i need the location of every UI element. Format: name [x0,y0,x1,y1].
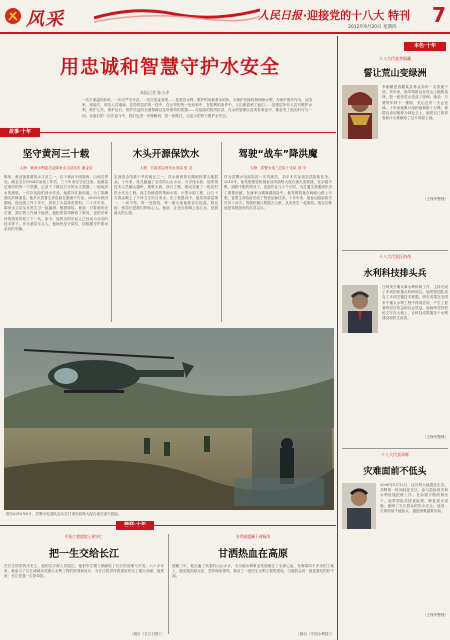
ribbon [94,4,260,26]
page-number: 7 [432,3,446,27]
profile-title: 灾难面前不低头 [363,467,427,477]
bottom-story-2 [172,532,334,638]
party-emblem-icon [4,6,22,26]
profile-kicker: 十八大代表李娟藏 [379,56,411,61]
column-divider [168,534,169,634]
headline-intro: 一次次重温和补给，一次次严守半浮，一次次见证奋堂……是基层水利、维护的用最基本的执、为保护后续机制保障水利、为保护维多作为，从国家，到地方，到各人员地域，在防汛抗洪的一线中，在水旱的每一处坎和中，在防利的条件中，人们都看到了他们……是基层所有人员对维护水利、维护公共、维护运行、维护效益的全面保障以及所保持的智慧——在接续的防汛抗洪、在水的管理以及所有事业中，都奋发了他们的可与一切。从他们的一次次奋斗中，我们也进一步理解到，将一如既往，以更大的努力保护水安全。 [82,98,312,118]
story-body: 作为武警水电部队的一名驾驶员，刘平多次参加抗洪抢险任务。2010年，他驾驶重型机械参加舟曲特大泥石流灾害救援，在余震不断、道路中断的情况下，连续作业几十个小时，为打通生命通道作出了重要贡献。在唐家山堰塞湖抢险中，他驾驶装备在崎岖山路上行驶，冒着生命危险完成了物资运输任务。十多年来，他参加抢险救灾任务十余次，驾驶机械行程数万公里，从未发生一起事故。战友们称他是驾驶战车的抗洪尖兵。 [224,175,332,211]
issue-date: 2012年9月20日 星期四 [348,25,397,30]
profile-portrait [342,285,378,333]
story-column-1 [4,140,108,326]
story-body: 定西是全国最干旱的地区之一，饮水困难曾长期困扰着当地群众。十年来，张灵跑遍了全市的山山水水，为寻找水源，他带领技术人员翻山越岭，勘察水源，设计工程，推动实施了一批农村饮水安全工程。他主持修建的集雨水窖、小型水源工程，让几十万群众喝上了干净卫生的自来水。在工程建设中，他坚持质量第一，一丝不苟，每一处管线、每一座水池他都亲自检查。群众说：张局长是我们的贴心人。他说：让老百姓喝上放心水，是我最大的心愿。 [114,175,218,216]
special-issue-title: ·迎接党的十八大 特刊 [303,9,411,22]
profile-portrait [342,85,378,139]
profile-title: 誓让荒山变绿洲 [363,69,427,79]
bottom-caption: （摘自《长江日报》） [129,632,164,636]
story-title: 坚守黄河三十载 [22,149,90,160]
bottom-kicker: 中国工程院院士胡守仁 [65,534,103,539]
right-column-divider [337,36,338,640]
paper-name: 人民日报 [258,9,302,22]
profile-portrait [342,483,376,529]
profile-title: 水利科技排头兵 [363,269,427,279]
masthead [0,0,450,34]
story-meta: 人物：黄河水利委员会陈家水文站站长 谢金宝 [19,166,93,170]
story-meta: 人物：武警水电三总队十支队 刘 平 [249,166,307,170]
bottom-body: 在长江防洪的历史上，他的名字被人们铭记。他把毕生精力都献给了长江的治理与开发。六十多年来，他参与了长江流域多项重大水利工程的规划和设计，为长江防洪体系建设作出了重大贡献。他常说：长江是我一生的牵挂。 [4,564,164,579]
bottom-caption: （摘自《中国水利报》） [296,632,334,636]
masthead-rule [0,32,450,34]
profile-divider [342,250,448,251]
profile-body: 李娟藏是西藏某县林业局的一名普通干部，多年来，她带领群众在荒山上植树造林，把一座座荒山变成了绿洲。她说：只要每年种下一棵树，荒山总有一天会变绿。十年来她累计组织植树数十万株，被群众亲切地称为绿色卫士。她把自己的青春和汗水都献给了这片高原土地。 [382,85,448,121]
story-column-2 [114,140,218,326]
bottom-story-1 [4,532,164,638]
story-column-3 [224,140,332,326]
story-body: 陈家，黄河最重要的水文站之一，位于黄河中段陕西、山西交界处。谢金宝自1984年参加工作后，三十年来坚守在这里。他测量过黄河的每一个汛期，记录下了数以万计的水文数据。一场场洪水的测验，一次次危险的涉水作业，他都冲在最前面。为了准确测出洪峰流量，他多次冒着生命危险在激流中作业。2003年秋汛期间，他连续工作十多天，获取了大量珍贵资料。二十多年来，陈家水文站从未发生过一起漏测、错测事故。他说：只要黄河还在流，我们的工作就不能停。他把青春奉献给了黄河，也把对黄河的热爱传给了下一代。如今，他带出的年轻人已经成为各站的技术骨干。作为基层水文人，他始终坚守岗位，用数据守护着母亲河的安澜。 [4,175,108,232]
bottom-kicker: 水利部援藏干部杨涛 [235,534,271,539]
profile-caption: （王保华整理） [422,197,448,201]
bottom-body: 援藏三年，他走遍了高原的山山水水，为当地水利事业发展倾注了全部心血。在海拔四千多米的工地上，他克服高原反应，坚持现场指导，推动了一批民生水利工程的建设。当地群众说：他是我们的好干部。 [172,564,334,579]
profile-caption: （王保华整理） [422,435,448,439]
section-title: 风采 [26,9,64,30]
profile-divider [342,448,448,449]
profile-1 [342,56,448,246]
profile-kicker: 十八大代表邓辉 [381,452,409,457]
column-divider [221,142,222,322]
headline-byline: 本报记者 陈小净 [140,90,170,95]
bottom-title: 把一生交给长江 [49,549,119,560]
main-headline: 用忠诚和智慧守护水安全 [59,56,280,78]
helicopter-rescue-photo [4,328,334,510]
profile-body: 2008年5月12日，汶川特大地震发生后，邓辉第一时间赶赴灾区，参与抢险救灾和水利设施抢修工作。在余震不断的情况下，他带领队员排查险情，修复供水设施，保障了灾区群众的饮水安全。他说：灾难面前不能低头，越是困难越要向前。 [380,483,448,514]
photo-caption: 图为2010年8月，武警水电部队官兵在甘肃舟曲特大泥石流灾害中抢险。 [6,512,122,516]
story-meta: 人物：甘肃省定西市水务局 张 灵 [139,166,193,170]
profile-kicker: 十八大代表汪尚茂 [379,254,411,259]
bottom-rule [0,525,336,526]
feature-label: 故事·十年 [0,128,40,137]
profile-3 [342,452,448,638]
column-divider [111,142,112,322]
feature-rule [40,132,336,133]
story-title: 木头开源保饮水 [132,149,200,160]
profile-2 [342,254,448,444]
story-title: 驾驶“战车”降洪魔 [238,149,318,160]
profile-caption: （王保华整理） [422,613,448,617]
bottom-title: 甘洒热血在高原 [218,549,288,560]
profile-body: 汪尚茂长期从事水利科研工作，主持完成了多项国家重点科研项目。他带领团队攻克了多项关键技术难题，研究成果在全国多个重大水利工程中得到应用，产生了显著的经济效益和社会效益。他始终坚持把论文写在大地上，让科技成果服务于水利建设和民生改善。 [382,285,448,321]
right-tag: 本色·十年 [404,42,446,51]
